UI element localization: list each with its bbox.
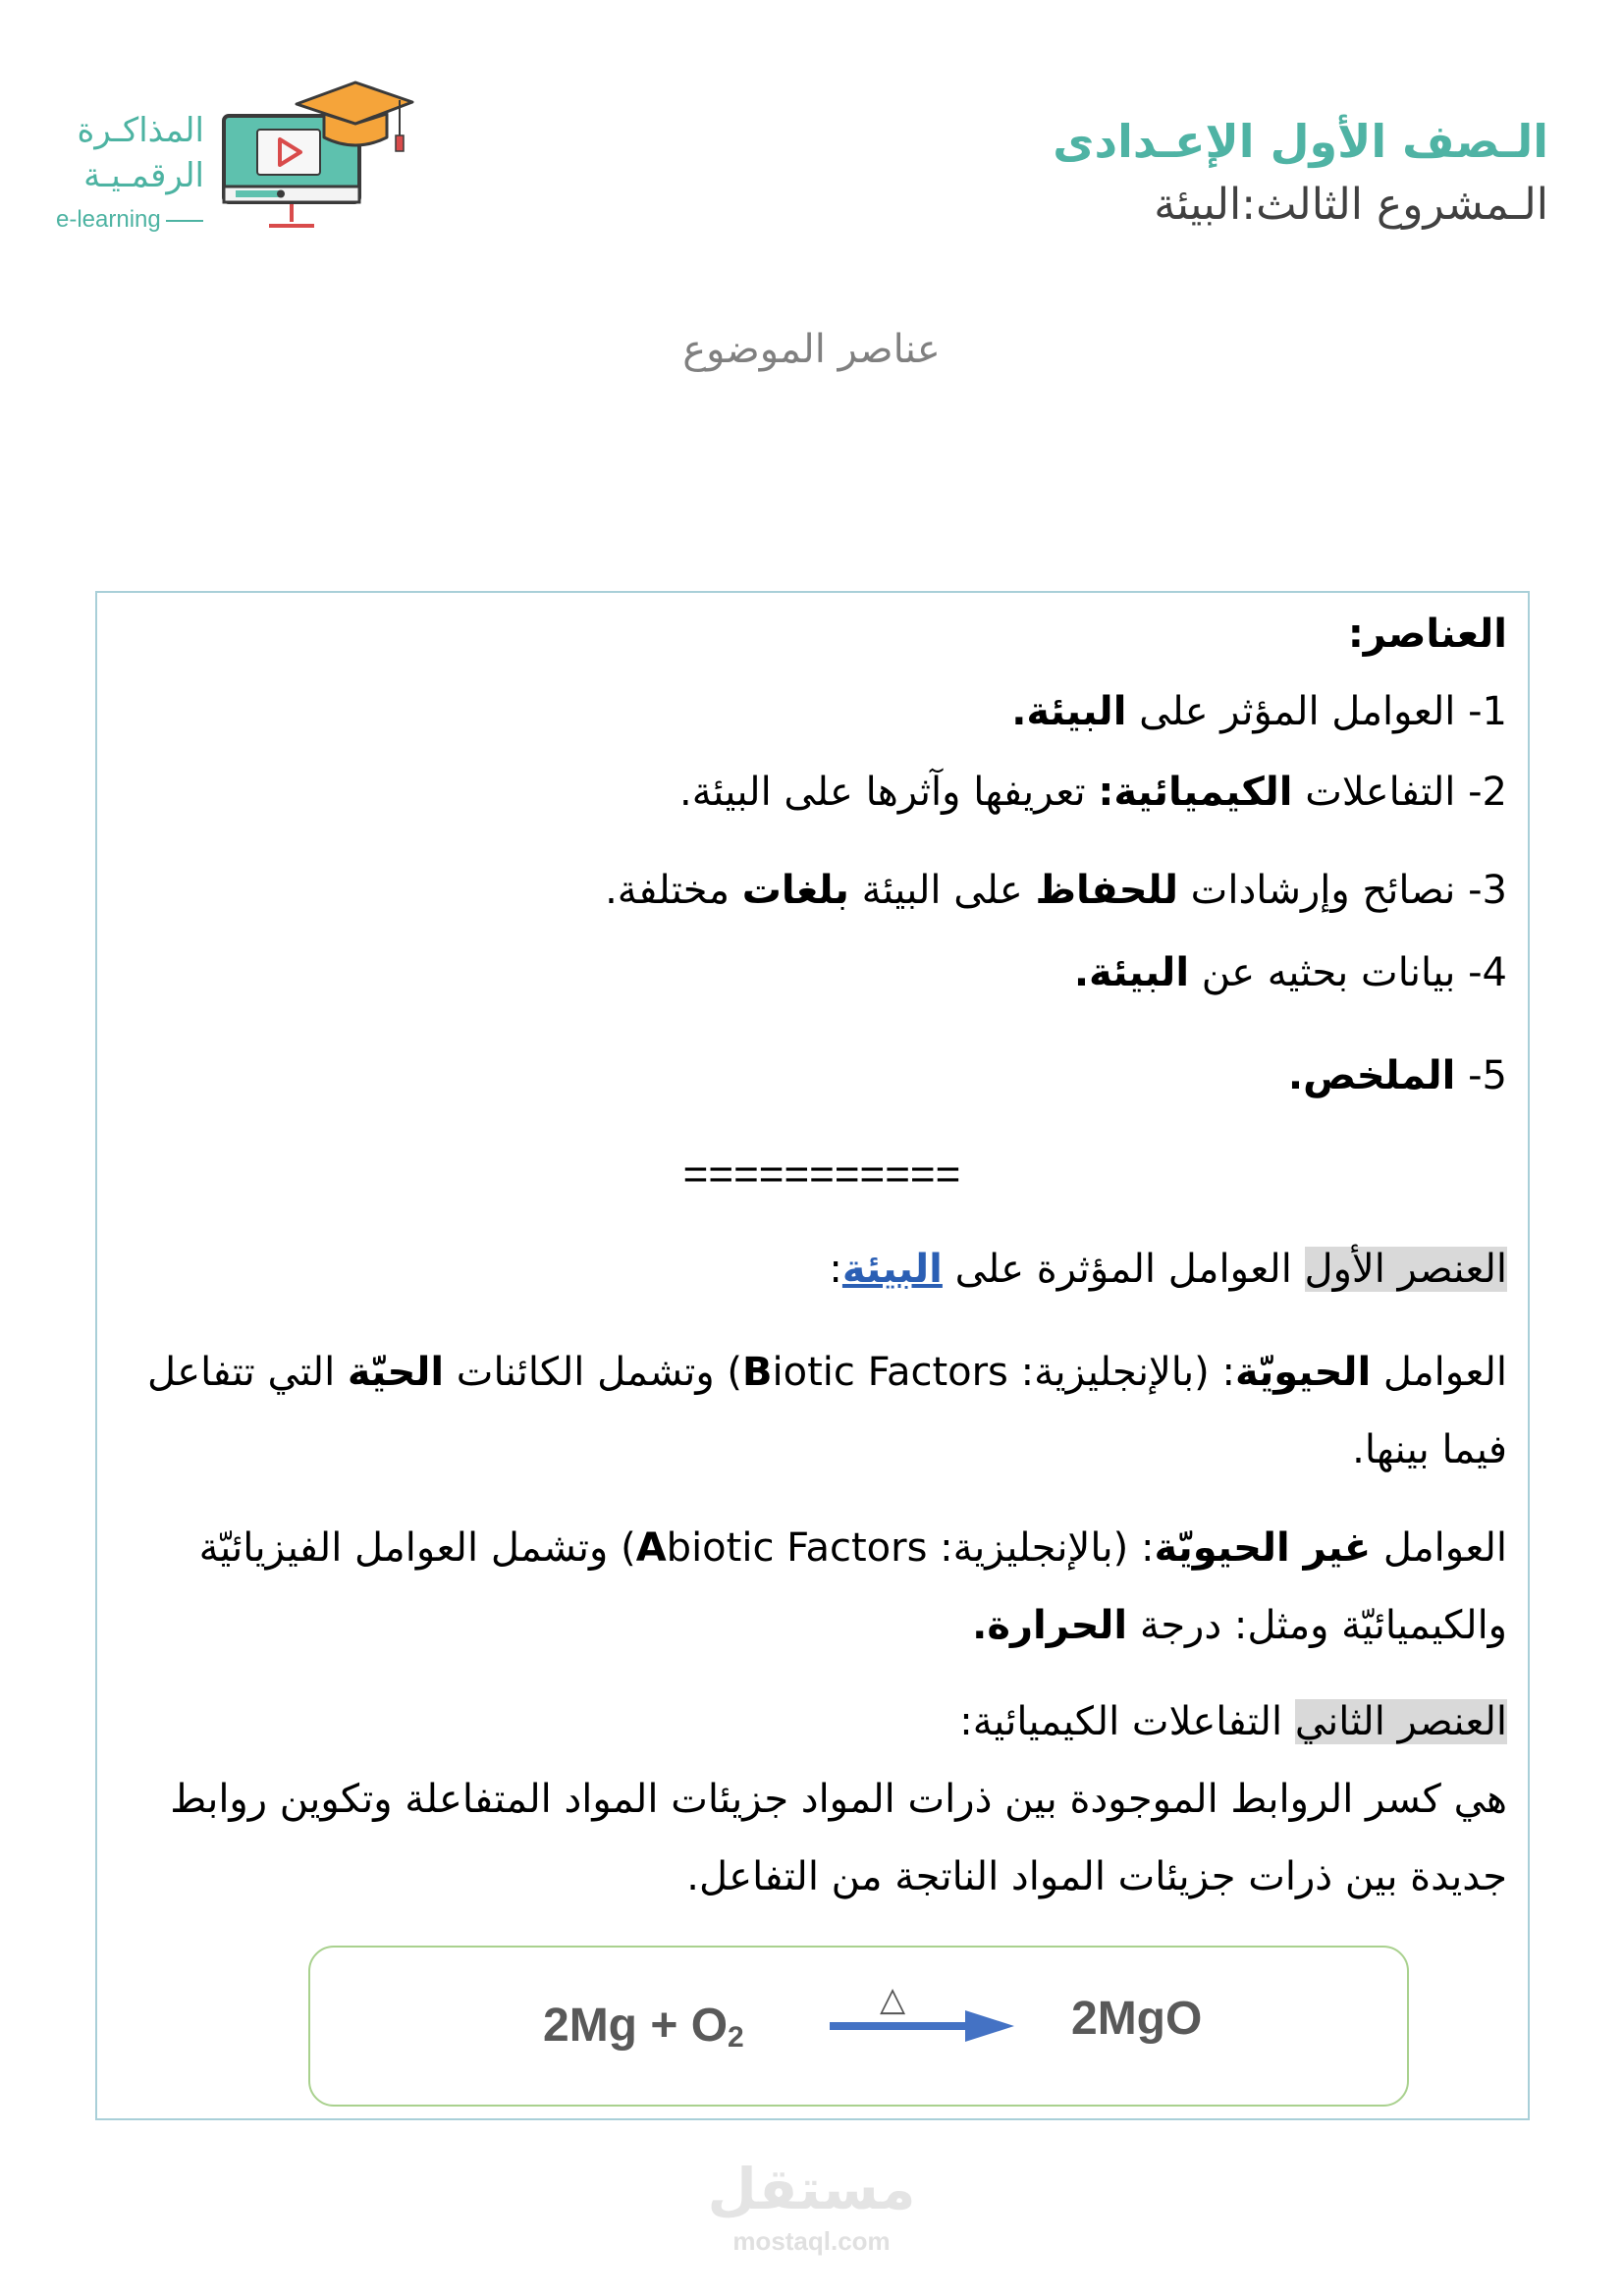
section-1-title: العوامل المؤثرة على xyxy=(942,1247,1305,1292)
environment-link[interactable]: البيئة xyxy=(841,1247,943,1292)
monitor-graduation-cap-icon xyxy=(218,77,414,234)
section-2-label: العنصر الثاني xyxy=(1294,1699,1507,1744)
outline-item-bold: للحفاظ xyxy=(1035,868,1178,913)
outline-heading: العناصر: xyxy=(1347,612,1507,657)
outline-item-text: 4- بيانات بحثيه عن xyxy=(1189,950,1507,995)
logo-text-line-1: المذاكـرة xyxy=(77,111,204,150)
paragraph-bold: الحيّة xyxy=(347,1350,445,1395)
outline-item-text: 5- xyxy=(1455,1053,1507,1098)
paragraph-text: iotic Factors) وتشمل الكائنات xyxy=(444,1350,1008,1395)
reactants-text: 2Mg + O xyxy=(543,2000,729,2052)
section-2-title: التفاعلات الكيميائية: xyxy=(959,1699,1295,1744)
content-box xyxy=(95,591,1530,2120)
outline-item-bold: الكيميائية: xyxy=(1098,770,1293,815)
section-1-label: العنصر الأول xyxy=(1304,1247,1507,1292)
paragraph-text: العوامل xyxy=(1371,1350,1507,1395)
logo-tagline xyxy=(56,204,203,236)
outline-item-text: على البيئة xyxy=(848,868,1036,913)
paragraph-bold: غير الحيويّة xyxy=(1154,1525,1372,1571)
logo-tagline-text: e-learning xyxy=(56,206,161,233)
abiotic-factors-paragraph xyxy=(136,1510,1507,1665)
outline-item-bold: البيئة. xyxy=(1011,689,1127,734)
heat-triangle-icon: △ xyxy=(880,1980,906,2019)
logo-text-line-2: الرقمـيـة xyxy=(83,156,204,195)
biotic-factors-paragraph xyxy=(136,1334,1507,1489)
logo-text xyxy=(35,108,204,198)
paragraph-text: التي تتفاعل فيما بينها. xyxy=(146,1350,1507,1472)
chemical-reaction-definition: هي كسر الروابط الموجودة بين ذرات المواد جزيئات المواد المتفاعلة وتكوين روابط جديدة بين ذرات جزيئات المواد الناتجة من التفاعل. xyxy=(170,1777,1507,1899)
outline-item-1 xyxy=(136,673,1507,751)
paragraph-bold: A xyxy=(635,1525,667,1571)
outline-item-bold: الملخص. xyxy=(1287,1053,1456,1098)
separator: =========== xyxy=(682,1150,961,1199)
logo-tagline-rule xyxy=(166,220,203,222)
outline-item-text: 1- العوامل المؤثر على xyxy=(1126,689,1507,734)
project-title: الـمشروع الثالث:البيئة xyxy=(1154,180,1548,230)
right-arrow-icon xyxy=(830,2006,1016,2046)
outline-item-bold: بلغات xyxy=(741,868,849,913)
outline-item-text: 3- نصائح وإرشادات xyxy=(1177,868,1507,913)
paragraph-text: العوامل xyxy=(1371,1525,1507,1571)
section-1-heading xyxy=(136,1231,1507,1308)
equation-product: 2MgO xyxy=(1071,1993,1203,2045)
reactant-subscript: 2 xyxy=(728,2021,744,2054)
equation-reactants xyxy=(543,1997,744,2056)
watermark-logo-text: مستقل xyxy=(707,2156,916,2222)
watermark-url: mostaql.com xyxy=(732,2226,891,2256)
paragraph-bold: B xyxy=(742,1350,773,1395)
outline-item-text: تعريفها وآثرها على البيئة. xyxy=(679,770,1099,815)
equation-box xyxy=(308,1946,1409,2107)
outline-item-4 xyxy=(136,934,1507,1012)
outline-item-text: مختلفة. xyxy=(605,868,742,913)
paragraph-bold: الحيويّة xyxy=(1234,1350,1372,1395)
outline-item-5 xyxy=(136,1038,1507,1115)
paragraph-bold: الحرارة. xyxy=(972,1603,1128,1648)
paragraph-text: : (بالإنجليزية: xyxy=(1007,1350,1235,1395)
page-title: عناصر الموضوع xyxy=(682,327,941,372)
outline-item-text: 2- التفاعلات xyxy=(1292,770,1507,815)
paragraph-text: : (بالإنجليزية: xyxy=(927,1525,1155,1571)
outline-item-3 xyxy=(136,852,1507,930)
grade-title: الـصف الأول الإعـدادى xyxy=(1053,115,1548,168)
section-1-suffix: : xyxy=(829,1247,842,1292)
section-2-heading xyxy=(136,1683,1507,1761)
outline-item-bold: البيئة. xyxy=(1073,950,1190,995)
outline-item-2 xyxy=(136,754,1507,831)
paragraph-text: biotic Factors) وتشمل العوامل الفيزيائيّة والكيميائيّة ومثل: درجة xyxy=(198,1525,1507,1648)
